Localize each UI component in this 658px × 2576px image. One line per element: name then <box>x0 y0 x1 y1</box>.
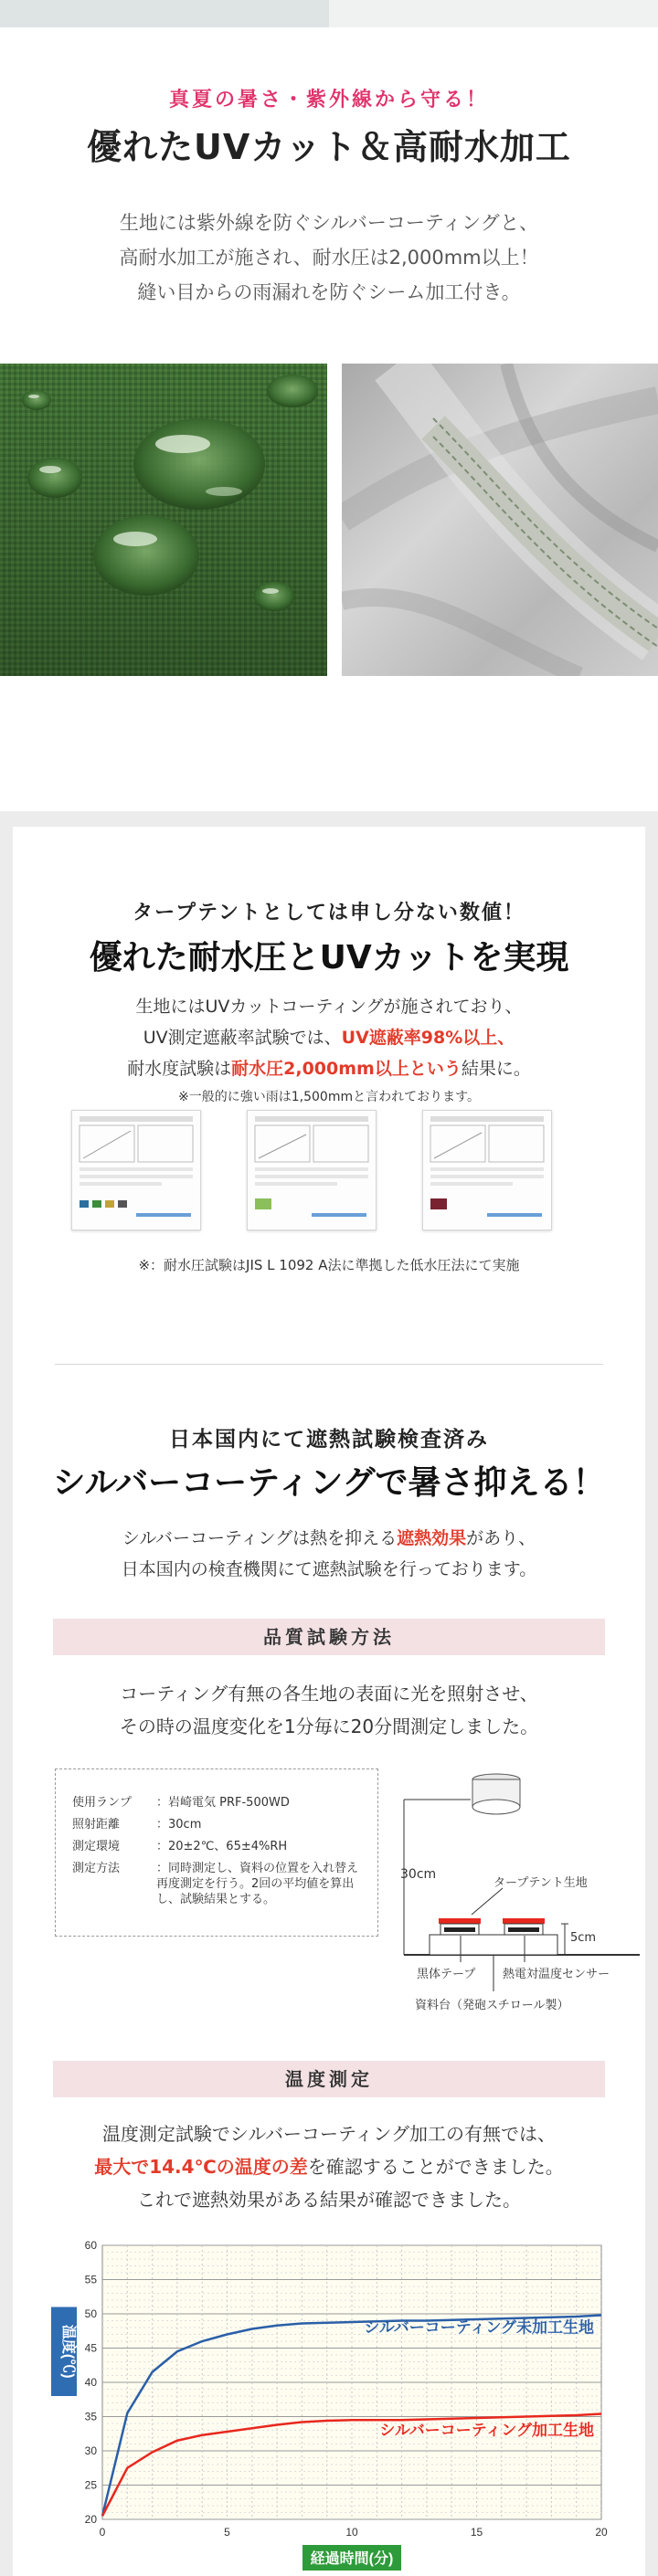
y-tick-label: 25 <box>84 2478 97 2492</box>
spec-value: ：30cm <box>156 1818 202 1832</box>
spec-row-environment <box>72 1839 366 1854</box>
water-pressure-highlight: 耐水圧2,000mm以上という <box>231 1059 462 1079</box>
section1-body-line: 生地には紫外線を防ぐシルバーコーティングと、 <box>119 212 539 234</box>
section3-body <box>0 1523 658 1585</box>
y-tick-label: 20 <box>84 2513 97 2526</box>
top-accent-strip <box>0 0 658 27</box>
seam-tape-photo <box>342 364 658 676</box>
section3-body-line1 <box>0 1523 658 1554</box>
distance-label: 30cm <box>400 1867 437 1882</box>
section2-line2-text: UV測定遮蔽率試験では、 <box>143 1028 342 1048</box>
test-report-thumbnail <box>422 1110 552 1230</box>
y-tick-label: 55 <box>84 2273 97 2286</box>
test-method-heading: 品質試験方法 <box>53 1619 605 1655</box>
section1-title: 優れたUVカット＆高耐水加工 <box>87 127 571 167</box>
temperature-chart <box>0 2229 658 2576</box>
spec-value: ：20±2℃、65±4%RH <box>156 1840 288 1853</box>
section3-line1-text: シルバーコーティングは熱を抑える <box>122 1528 398 1548</box>
section2-kicker: タープテントとしては申し分ない数値！ <box>133 902 525 924</box>
y-axis-label: 温度(℃) <box>60 2324 76 2379</box>
series-label-uncoated: シルバーコーティング未加工生地 <box>364 2318 594 2337</box>
spec-value: ：同時測定し、資料の位置を入れ替え再度測定を行う。2回の平均値を算出し、試験結果とする。 <box>156 1862 359 1906</box>
test-setup-diagram <box>384 1763 649 2037</box>
spec-row-distance <box>72 1817 366 1832</box>
temperature-line1: 温度測定試験でシルバーコーティング加工の有無では、 <box>101 2123 557 2145</box>
x-axis-label: 経過時間(分) <box>310 2551 394 2567</box>
section2-body <box>0 991 658 1084</box>
spec-key: 照射距離 <box>72 1818 121 1832</box>
x-tick-label: 0 <box>99 2526 106 2539</box>
temperature-heading: 温度測定 <box>53 2061 605 2097</box>
test-method-line: コーティング有無の各生地の表面に光を照射させ、 <box>120 1683 538 1705</box>
section1-kicker: 真夏の暑さ・紫外線から守る！ <box>168 89 489 111</box>
section2-note: ※一般的に強い雨は1,500mmと言われております。 <box>178 1090 480 1104</box>
section3-body-line2: 日本国内の検査機関にて遮熱試験を行っております。 <box>121 1559 537 1579</box>
spec-key: 測定方法 <box>72 1862 121 1875</box>
y-tick-label: 60 <box>84 2239 97 2252</box>
uv-shielding-highlight: UV遮蔽率98%以上、 <box>341 1028 515 1048</box>
section2-line3-tail: 結果に。 <box>461 1059 531 1079</box>
section3-kicker: 日本国内にて遮熱試験検査済み <box>169 1428 489 1452</box>
section2-body-line1: 生地にはUVカットコーティングが施されており、 <box>135 997 523 1017</box>
fabric-label: タープテント生地 <box>494 1876 588 1890</box>
temperature-line2 <box>0 2150 658 2183</box>
spec-row-lamp <box>72 1795 366 1811</box>
spec-row-method <box>72 1861 366 1907</box>
section-divider <box>55 1364 603 1365</box>
x-tick-label: 20 <box>595 2526 608 2539</box>
section1-body-line: 縫い目からの雨漏れを防ぐシーム加工付き。 <box>137 281 521 303</box>
sensor-label: 熱電対温度センサー <box>503 1968 610 1981</box>
test-method-description <box>0 1677 658 1743</box>
spec-value: ：岩崎電気 PRF-500WD <box>156 1796 290 1810</box>
spec-key: 使用ランプ <box>72 1796 133 1810</box>
temperature-diff-highlight: 最大で14.4℃の温度の差 <box>94 2156 308 2178</box>
temperature-description <box>0 2117 658 2216</box>
section1-body <box>0 206 658 310</box>
x-tick-label: 15 <box>470 2526 483 2539</box>
section2-body-line3 <box>0 1053 658 1084</box>
section3-title: シルバーコーティングで暑さ抑える！ <box>52 1464 606 1502</box>
y-tick-label: 50 <box>84 2307 97 2320</box>
y-tick-label: 45 <box>84 2341 97 2355</box>
height-label: 5cm <box>570 1931 597 1945</box>
sample-base-label: 資料台（発砲スチロール製） <box>415 1999 569 2012</box>
test-conditions-box <box>55 1768 378 1937</box>
section2-footnote: ※：耐水圧試験はJIS L 1092 A法に準拠した低水圧法にて実施 <box>138 1257 520 1273</box>
x-tick-label: 5 <box>224 2526 230 2539</box>
section2-title: 優れた耐水圧とUVカットを実現 <box>89 939 569 977</box>
spec-key: 測定環境 <box>72 1840 121 1853</box>
test-report-thumbnail <box>247 1110 377 1230</box>
temperature-line2-tail: を確認することができました。 <box>307 2156 564 2178</box>
water-droplet-photo <box>0 364 327 676</box>
y-tick-label: 40 <box>84 2376 97 2389</box>
x-tick-label: 10 <box>345 2526 358 2539</box>
section2-line3-text: 耐水度試験は <box>127 1059 232 1079</box>
section3-line1-tail: があり、 <box>466 1528 536 1548</box>
black-tape-label: 黒体テープ <box>417 1968 476 1981</box>
test-report-thumbnail <box>71 1110 201 1230</box>
section1-body-line: 高耐水加工が施され、耐水圧は2,000mm以上！ <box>119 247 539 269</box>
y-tick-label: 35 <box>84 2410 97 2423</box>
y-tick-label: 30 <box>84 2444 97 2457</box>
test-method-line: その時の温度変化を1分毎に20分間測定しました。 <box>119 1716 539 1737</box>
heat-shield-highlight: 遮熱効果 <box>397 1528 467 1548</box>
section2-body-line2 <box>0 1022 658 1053</box>
temperature-line3: これで遮熱効果がある結果が確認できました。 <box>137 2189 521 2211</box>
series-label-coated: シルバーコーティング加工生地 <box>379 2421 594 2439</box>
